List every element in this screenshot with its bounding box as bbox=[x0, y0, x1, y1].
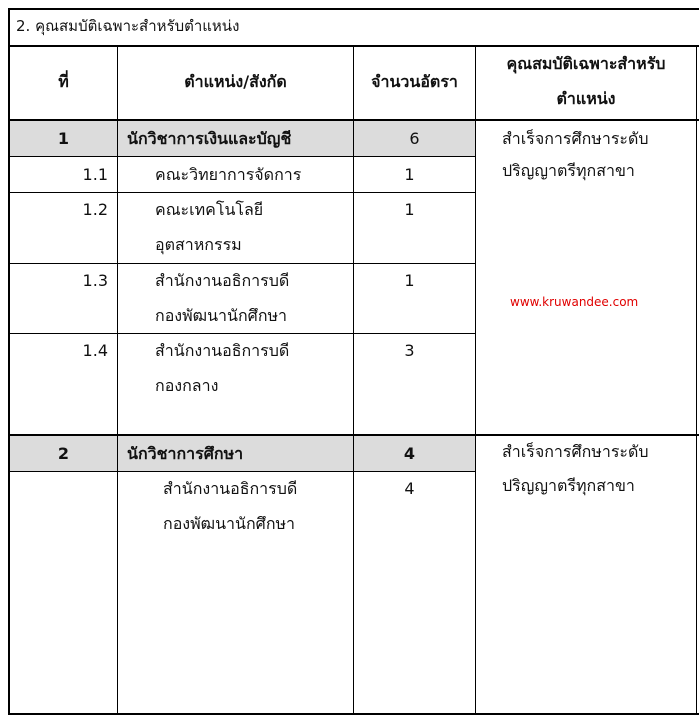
section-title: 2. คุณสมบัติเฉพาะสำหรับตำแหน่ง bbox=[16, 17, 240, 35]
row-1-3-line2: กองพัฒนานักศึกษา bbox=[155, 306, 288, 325]
header-qualification-line2: ตำแหน่ง bbox=[556, 89, 616, 108]
row-1-1-line1: คณะวิทยาการจัดการ bbox=[155, 165, 302, 184]
row-1-2-line2: อุตสาหกรรม bbox=[155, 235, 242, 254]
row-2-1-line1: สำนักงานอธิการบดี bbox=[163, 479, 298, 498]
header-qualification-line1: คุณสมบัติเฉพาะสำหรับ bbox=[506, 54, 666, 73]
row-1-3-line1: สำนักงานอธิการบดี bbox=[155, 271, 290, 290]
row-1-2-line1: คณะเทคโนโลยี bbox=[155, 200, 264, 219]
row-1-4-count: 3 bbox=[404, 341, 415, 360]
row-1-3-count: 1 bbox=[404, 271, 415, 290]
row-1-1-no: 1.1 bbox=[82, 165, 108, 184]
row-1-2-count: 1 bbox=[404, 200, 415, 219]
row-1-2-no: 1.2 bbox=[82, 200, 108, 219]
row-1-4-line2: กองกลาง bbox=[155, 376, 219, 395]
row-1-1-count: 1 bbox=[404, 165, 415, 184]
group-1-no: 1 bbox=[57, 129, 70, 148]
group-2-qual-line1: สำเร็จการศึกษาระดับ bbox=[502, 442, 649, 461]
group-1-qual-line2: ปริญญาตรีทุกสาขา bbox=[502, 161, 635, 180]
header-count: จำนวนอัตรา bbox=[371, 72, 458, 91]
col-divider-no bbox=[117, 45, 118, 715]
row-1-3-no: 1.3 bbox=[82, 271, 108, 290]
group-1-count: 6 bbox=[409, 129, 420, 148]
watermark: www.kruwandee.com bbox=[510, 295, 639, 309]
row-2-1-line2: กองพัฒนานักศึกษา bbox=[163, 514, 296, 533]
group-2-count: 4 bbox=[403, 444, 416, 463]
group-2-title: นักวิชาการศึกษา bbox=[127, 444, 244, 463]
col-divider-qual bbox=[696, 45, 697, 715]
group-2-no: 2 bbox=[57, 444, 70, 463]
row-1-4-line1: สำนักงานอธิการบดี bbox=[155, 341, 290, 360]
group-1-qual-line1: สำเร็จการศึกษาระดับ bbox=[502, 129, 649, 148]
group-1-title: นักวิชาการเงินและบัญชี bbox=[127, 129, 292, 148]
group-2-qual-line2: ปริญญาตรีทุกสาขา bbox=[502, 476, 635, 495]
header-no: ที่ bbox=[58, 72, 69, 91]
row-1-4-no: 1.4 bbox=[82, 341, 108, 360]
row-2-1-count: 4 bbox=[404, 479, 415, 498]
col-divider-count bbox=[475, 45, 476, 715]
header-position: ตำแหน่ง/สังกัด bbox=[184, 72, 287, 91]
